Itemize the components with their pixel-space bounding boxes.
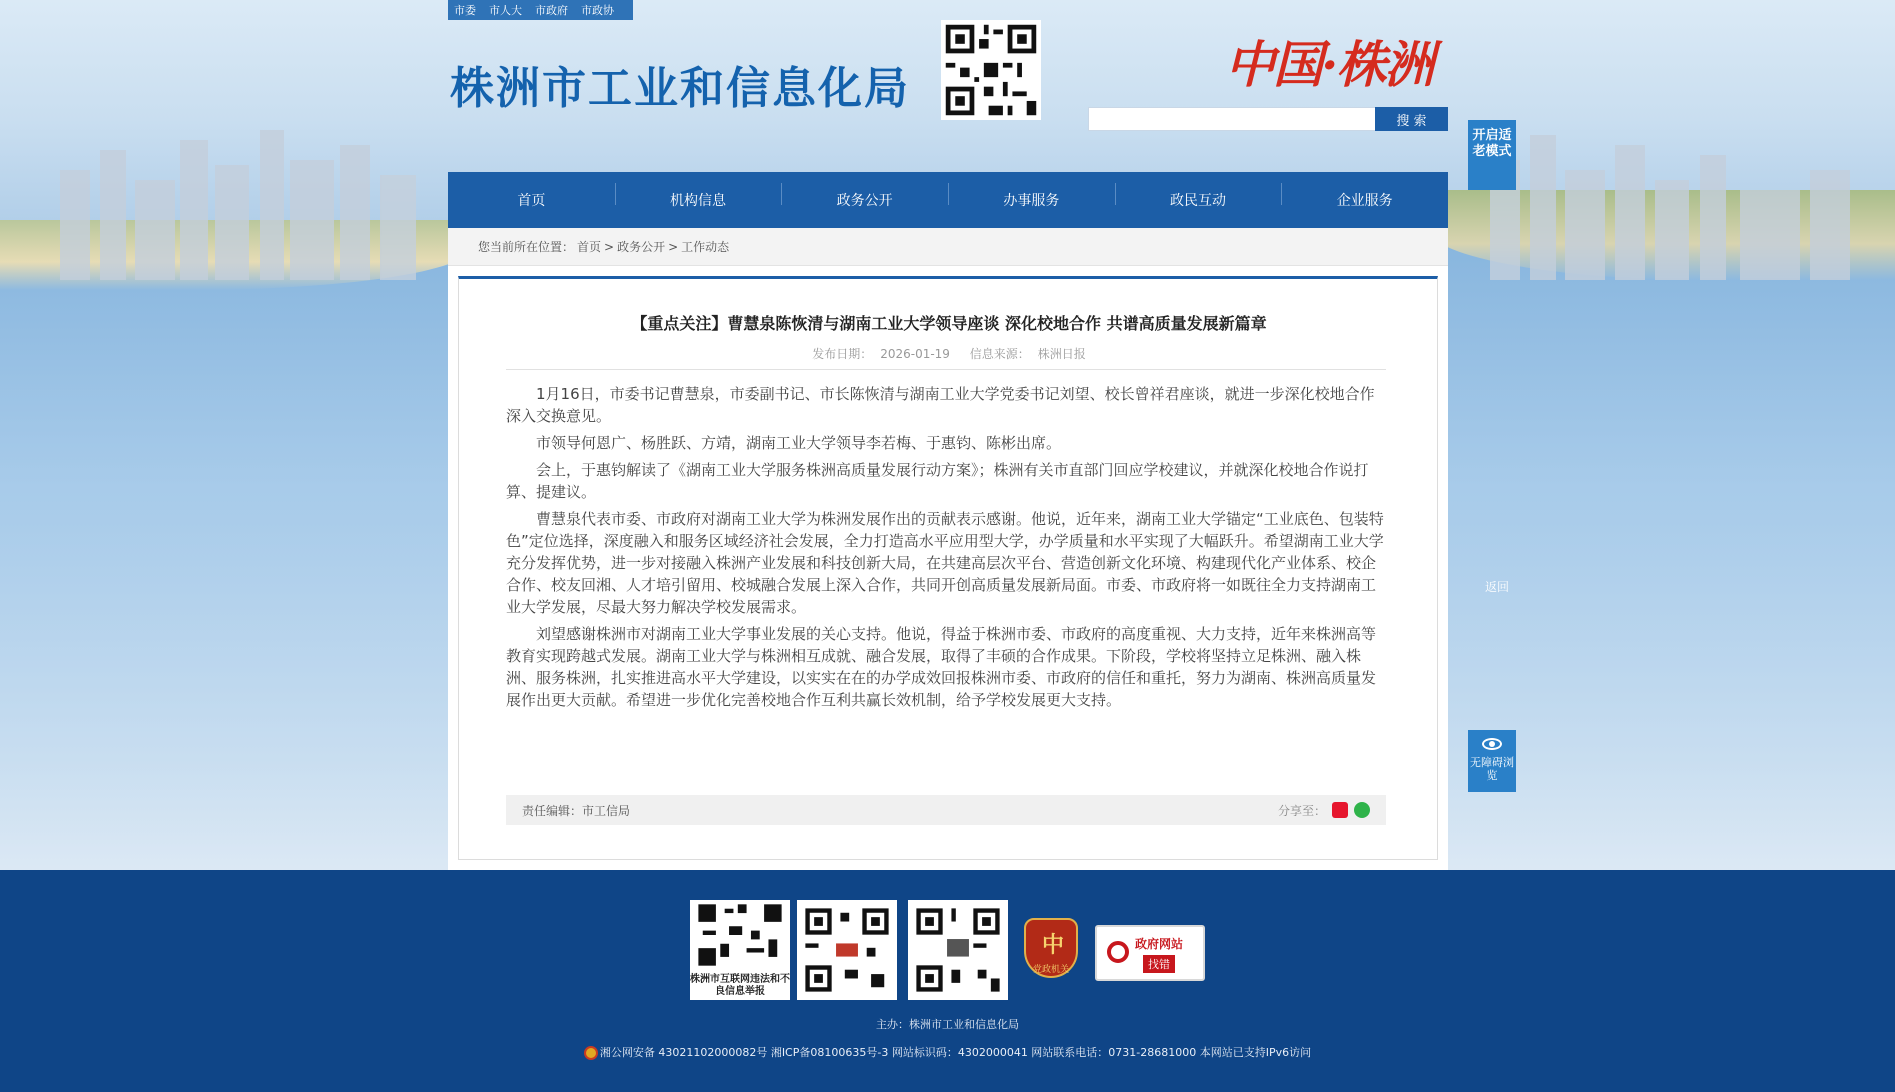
article-paragraph: 市领导何恩广、杨胜跃、方靖，湖南工业大学领导李若梅、于惠钧、陈彬出席。 <box>536 434 1062 452</box>
breadcrumb-prefix: 您当前所在位置： <box>478 240 575 254</box>
report-qr-caption: 株洲市互联网违法和不良信息举报 <box>690 974 790 997</box>
footer-qr-code-icon[interactable] <box>908 900 1008 1000</box>
footer-qr-code-icon[interactable] <box>797 900 897 1000</box>
gov-error-title: 政府网站 <box>1135 937 1184 951</box>
wechat-share-icon[interactable] <box>1354 802 1370 818</box>
breadcrumb-work-news[interactable]: 工作动态 <box>681 240 730 254</box>
article-source: 株洲日报 <box>1037 347 1086 361</box>
gov-site-error-report[interactable] <box>1095 925 1205 981</box>
article-paragraph: 会上，于惠钧解读了《湖南工业大学服务株洲高质量发展行动方案》；株洲有关市直部门回应学校建议，并就深化校地合作说打算、提建议。 <box>506 461 1369 501</box>
article-paragraph: 曹慧泉代表市委、市政府对湖南工业大学为株洲发展作出的贡献表示感谢。他说，近年来，湖南工业大学锚定“工业底色、包装特色”定位选择，深度融入和服务区域经济社会发展，全力打造高水平应用型大学，办学质量和水平实现了大幅跃升。希望湖南工业大学充分发挥优势，进一步对接融入株洲产业发展和科技创新大局，在共建高层次平台、营造创新文化环境、构建现代化产业体系、校企合作、校友回湘、人才培引留用、校城融合发展上深入合作，共同开创高质量发展新局面。市委、市政府将一如既往全力支持湖南工业大学发展，尽最大努力解决学校发展需求。 <box>506 510 1384 616</box>
content-panel <box>448 228 1448 870</box>
footer-record <box>0 1044 1895 1060</box>
article-container <box>458 276 1438 860</box>
nav-interaction[interactable]: 政民互动 <box>1115 190 1282 210</box>
toplink-government[interactable]: 市政府 <box>535 4 568 17</box>
eye-icon <box>1482 738 1502 750</box>
editor-info <box>522 802 630 819</box>
share-label: 分享至： <box>1277 803 1326 818</box>
article-footer <box>506 795 1386 825</box>
accessibility-label: 无障碍浏览 <box>1470 756 1514 782</box>
gov-error-action: 找错 <box>1143 955 1175 973</box>
breadcrumb-home[interactable]: 首页 <box>577 240 602 254</box>
nav-home[interactable]: 首页 <box>517 193 546 209</box>
publish-date: 2026-01-19 <box>880 347 950 361</box>
accessibility-button[interactable] <box>1468 730 1516 792</box>
article-title: 【重点关注】曹慧泉陈恢清与湖南工业大学领导座谈 深化校地合作 共谱高质量发展新篇章 <box>631 314 1267 333</box>
footer <box>0 870 1895 1092</box>
breadcrumb-separator: > <box>604 239 615 254</box>
breadcrumb <box>448 228 1448 266</box>
police-badge-icon <box>584 1046 598 1060</box>
article-meta <box>459 345 1439 362</box>
toplink-npc[interactable]: 市人大 <box>489 4 522 17</box>
qr-code-icon <box>694 904 786 966</box>
report-qr-code[interactable] <box>690 900 790 1000</box>
top-links-bar <box>448 0 633 20</box>
main-nav <box>448 172 1448 228</box>
breadcrumb-government-affairs[interactable]: 政务公开 <box>617 240 666 254</box>
party-government-badge[interactable] <box>1024 918 1078 978</box>
side-faint-label: 返回 <box>1485 580 1510 594</box>
record-text: 湘公网安备 43021102000082号 湘ICP备08100635号-3 网站标识码：4302000041 网站联系电话：0731-28681000 本网站已支持IPv6访问 <box>599 1046 1312 1059</box>
editor-name: 市工信局 <box>582 803 631 818</box>
header-qr-code-icon <box>940 20 1042 120</box>
party-badge-label: 党政机关 <box>1032 965 1069 975</box>
article-paragraph: 刘望感谢株洲市对湖南工业大学事业发展的关心支持。他说，得益于株洲市委、市政府的高度重视、大力支持，近年来株洲高等教育实现跨越式发展。湖南工业大学与株洲相互成就、融合发展，取得了丰硕的合作成果。下阶段，学校将坚持立足株洲、融入株洲、服务株洲，扎实推进高水平大学建设，以实实在在的办学成效回报株洲市委、市政府的信任和重托，努力为湖南、株洲高质量发展作出更大贡献。希望进一步优化完善校地合作互利共赢长效机制，给予学校发展更大支持。 <box>506 625 1377 709</box>
nav-enterprise-services[interactable]: 企业服务 <box>1281 190 1448 210</box>
search-button[interactable]: 搜 索 <box>1375 107 1448 131</box>
date-label: 发布日期： <box>812 347 873 361</box>
breadcrumb-separator: > <box>668 239 679 254</box>
nav-services[interactable]: 办事服务 <box>948 190 1115 210</box>
source-label: 信息来源： <box>969 347 1030 361</box>
china-zhuzhou-logo: 中国·株洲 <box>1225 35 1433 94</box>
weibo-share-icon[interactable] <box>1332 802 1348 818</box>
toplink-cppcc[interactable]: 市政协 <box>581 4 614 17</box>
site-title: 株洲市工业和信息化局 <box>450 64 910 113</box>
article-body <box>506 383 1386 716</box>
nav-government-affairs[interactable]: 政务公开 <box>781 190 948 210</box>
toplink-party-committee[interactable]: 市委 <box>454 4 476 17</box>
search-input[interactable] <box>1088 107 1376 131</box>
share-bar <box>1278 802 1370 819</box>
magnifier-icon <box>1107 941 1129 963</box>
editor-label: 责任编辑： <box>522 803 583 818</box>
elder-mode-button[interactable]: 开启适老模式 <box>1468 120 1516 190</box>
nav-organization[interactable]: 机构信息 <box>615 190 782 210</box>
article-divider <box>506 369 1386 370</box>
emblem-icon: 中 <box>1042 933 1065 958</box>
article-paragraph: 1月16日，市委书记曹慧泉，市委副书记、市长陈恢清与湖南工业大学党委书记刘望、校长曾祥君座谈，就进一步深化校地合作深入交换意见。 <box>506 385 1375 425</box>
footer-host: 主办：株洲市工业和信息化局 <box>876 1018 1019 1031</box>
